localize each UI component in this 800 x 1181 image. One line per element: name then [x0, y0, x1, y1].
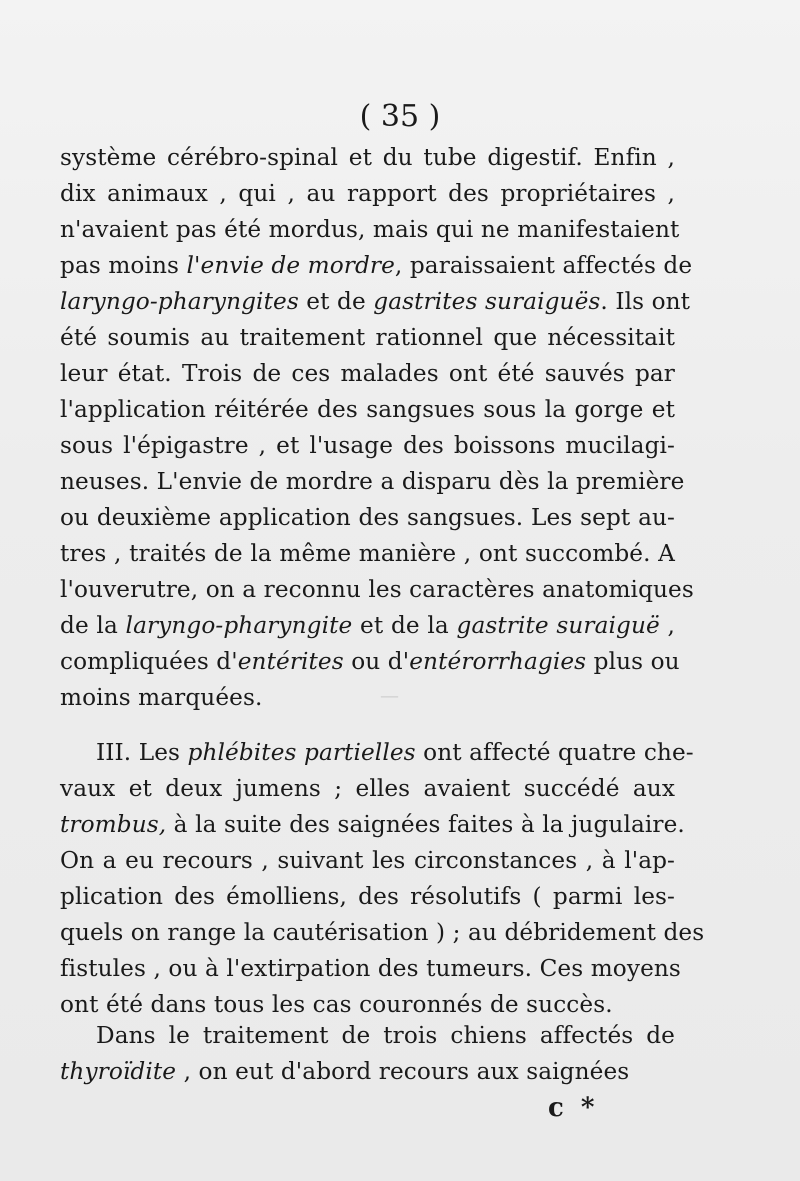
text-line: [60, 1054, 675, 1090]
text-run: été soumis au traitement rationnel que nécessitait: [60, 324, 675, 351]
italic-run: phlébites partielles: [187, 739, 416, 766]
text-line: [60, 951, 681, 987]
italic-run: entérites: [237, 648, 344, 675]
paragraph-2: [60, 735, 705, 1023]
text-run: tres , traités de la même manière , ont succombé. A: [60, 540, 675, 567]
text-line: [60, 284, 691, 320]
text-line: [60, 392, 675, 428]
italic-run: trombus,: [60, 811, 167, 838]
text-line: [60, 140, 675, 176]
text-run: pas moins: [60, 252, 187, 279]
text-run: neuses. L'envie de mordre a disparu dès la première: [60, 468, 685, 495]
signature-mark: c *: [548, 1093, 599, 1123]
text-line: [60, 608, 675, 644]
italic-run: l'envie de mordre: [186, 252, 395, 279]
text-run: compliquées d': [60, 648, 238, 675]
text-line: [60, 428, 675, 464]
text-line: [60, 771, 675, 807]
text-run: fistules , ou à l'extirpation des tumeurs. Ces moyens: [60, 955, 681, 982]
text-run: leur état. Trois de ces malades ont été sauvés par: [60, 360, 675, 387]
text-line: [60, 644, 680, 680]
text-line: [60, 735, 694, 771]
text-line: [60, 500, 675, 536]
text-run: plication des émolliens, des résolutifs ( parmi les-: [60, 883, 675, 910]
text-line: [60, 807, 685, 843]
paragraph-1: [60, 140, 694, 716]
text-run: , on eut d'abord recours aux saignées: [176, 1058, 630, 1085]
text-run: vaux et deux jumens ; elles avaient succédé aux: [60, 775, 675, 802]
page-number: ( 35 ): [359, 99, 441, 134]
text-line: [60, 879, 675, 915]
text-run: ou d': [343, 648, 410, 675]
text-run: quels on range la cautérisation ) ; au débridement des: [60, 919, 705, 946]
text-line: [60, 248, 693, 284]
text-run: , paraissaient affectés de: [394, 252, 693, 279]
italic-run: gastrite suraiguë: [456, 612, 660, 639]
text-run: l'ouverutre, on a reconnu les caractères anatomiques: [60, 576, 694, 603]
text-run: et de: [298, 288, 374, 315]
text-line: [60, 915, 705, 951]
text-run: et de la: [352, 612, 457, 639]
text-run: . Ils ont: [600, 288, 691, 315]
text-line: [60, 536, 675, 572]
text-run: l'application réitérée des sangsues sous la gorge et: [60, 396, 675, 423]
paragraph-3: [60, 1018, 675, 1090]
text-run: système cérébro-spinal et du tube digestif. Enfin ,: [60, 144, 675, 171]
text-line: [60, 843, 675, 879]
text-line: [60, 1018, 675, 1054]
text-run: sous l'épigastre , et l'usage des boissons mucilagi-: [60, 432, 675, 459]
text-run: moins marquées.: [60, 684, 263, 711]
italic-run: thyroïdite: [60, 1058, 177, 1085]
text-run: ,: [659, 612, 675, 639]
text-run: de la: [60, 612, 126, 639]
text-line: [60, 464, 685, 500]
text-run: ont été dans tous les cas couronnés de succès.: [60, 991, 613, 1018]
text-line: [60, 212, 680, 248]
text-run: ou deuxième application des sangsues. Les sept au-: [60, 504, 675, 531]
text-run: n'avaient pas été mordus, mais qui ne manifestaient: [60, 216, 680, 243]
italic-run: laryngo-pharyngite: [125, 612, 353, 639]
text-run: plus ou: [586, 648, 680, 675]
text-line: [60, 356, 675, 392]
text-run: On a eu recours , suivant les circonstances , à l'ap-: [60, 847, 675, 874]
text-line: [60, 680, 675, 716]
italic-run: laryngo-pharyngites: [60, 288, 299, 315]
text-line: [60, 320, 675, 356]
text-run: ont affecté quatre che-: [415, 739, 694, 766]
text-line: [60, 176, 675, 212]
italic-run: gastrites suraiguës: [373, 288, 601, 315]
text-run: dix animaux , qui , au rapport des propriétaires ,: [60, 180, 675, 207]
text-run: III. Les: [96, 739, 188, 766]
bleed-through-text: —: [380, 685, 399, 707]
italic-run: entérorrhagies: [409, 648, 587, 675]
text-run: Dans le traitement de trois chiens affectés de: [96, 1022, 675, 1049]
text-line: [60, 572, 694, 608]
text-run: à la suite des saignées faites à la jugulaire.: [166, 811, 685, 838]
